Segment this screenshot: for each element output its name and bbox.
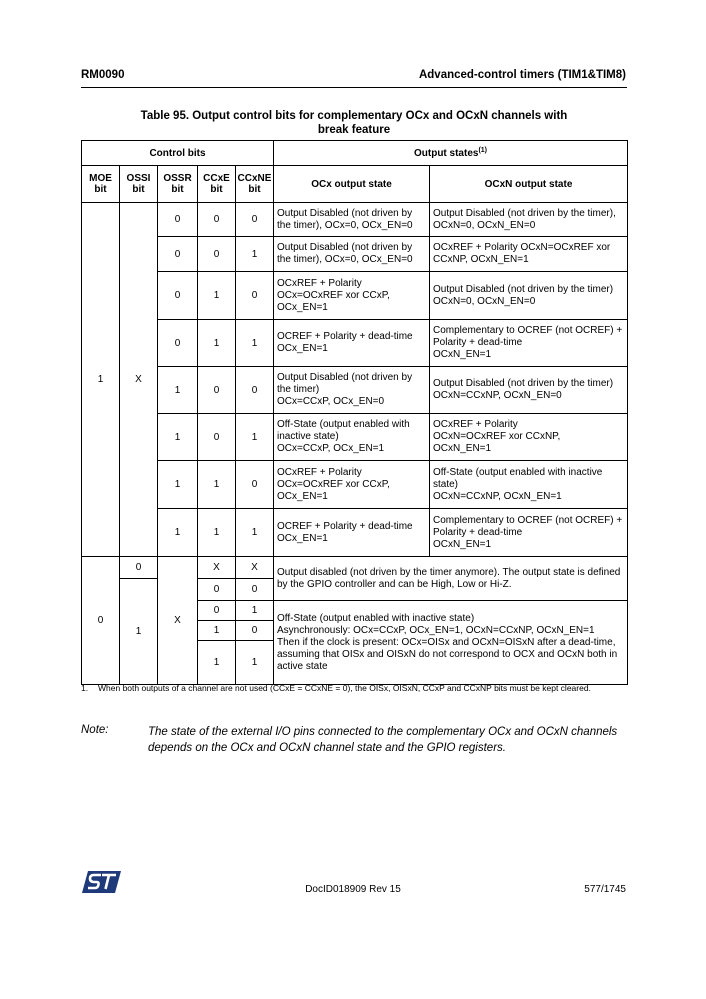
col-ocx-output-state: OCx output state [274,166,430,203]
header-output-states [274,141,628,166]
ocxn-state-cell: Output Disabled (not driven by the timer) OCxN=CCxNP, OCxN_EN=0 [430,367,628,414]
ocxn-state-cell: Complementary to OCREF (not OCREF) + Polarity + dead-time OCxN_EN=1 [430,509,628,557]
table-row [82,461,628,509]
table-row [82,320,628,367]
ossr-cell: 1 [158,367,198,414]
output-control-table [81,140,628,685]
ossr-cell: 0 [158,237,198,272]
ocxn-state-cell: Output Disabled (not driven by the timer), OCxN=0, OCxN_EN=0 [430,203,628,237]
ocxn-state-cell: Complementary to OCREF (not OCREF) + Polarity + dead-time OCxN_EN=1 [430,320,628,367]
ccxne-cell: 1 [236,601,274,621]
ccxne-cell: X [236,557,274,579]
ocx-state-cell: Output Disabled (not driven by the timer), OCx=0, OCx_EN=0 [274,237,430,272]
footnote-ref: (1) [478,147,488,154]
ccxne-cell: 0 [236,203,274,237]
table-row [82,367,628,414]
footer-doc-id: DocID018909 Rev 15 [305,884,401,895]
col-ocxn-output-state: OCxN output state [430,166,628,203]
footnote-number: 1. [81,683,89,693]
ocxn-state-cell: Output Disabled (not driven by the timer) OCxN=0, OCxN_EN=0 [430,272,628,320]
table-footnote [81,683,627,694]
ocx-state-cell: OCxREF + Polarity OCx=OCxREF xor CCxP, OCx_EN=1 [274,272,430,320]
ccxne-cell: 1 [236,509,274,557]
ccxe-cell: 1 [198,320,236,367]
caption-line-1: Table 95. Output control bits for complementary OCx and OCxN channels with [140,110,568,122]
ccxe-cell: 0 [198,579,236,601]
col-moe-bit: MOE bit [82,166,120,203]
ccxe-cell: 1 [198,461,236,509]
ocxn-state-cell: OCxREF + Polarity OCxN=OCxREF xor CCxNP, OCxN_EN=1 [430,414,628,461]
ccxe-cell: 1 [198,509,236,557]
ccxne-cell: 1 [236,414,274,461]
ccxne-cell: 1 [236,320,274,367]
ocx-state-cell: Off-State (output enabled with inactive state) OCx=CCxP, OCx_EN=1 [274,414,430,461]
header-doc-code: RM0090 [81,69,125,81]
ccxe-cell: 0 [198,237,236,272]
ossr-cell: 1 [158,414,198,461]
table-row [82,203,628,237]
ossr-value-x: X [158,557,198,685]
moe-value-1: 1 [82,203,120,557]
footer-page-number: 577/1745 [584,884,626,895]
header-control-bits: Control bits [82,141,274,166]
ocxn-state-cell: OCxREF + Polarity OCxN=OCxREF xor CCxNP, OCxN_EN=1 [430,237,628,272]
moe-value-0: 0 [82,557,120,685]
moe0-disabled-state: Output disabled (not driven by the timer anymore). The output state is defined by the GPIO controller and can be High, Low or Hi-Z. [274,557,628,601]
ocx-state-cell: Output Disabled (not driven by the timer), OCx=0, OCx_EN=0 [274,203,430,237]
ccxe-cell: 1 [198,621,236,641]
table-row [82,414,628,461]
ccxe-cell: 1 [198,272,236,320]
table-row [82,237,628,272]
ccxe-cell: 1 [198,641,236,685]
ocx-state-cell: OCxREF + Polarity OCx=OCxREF xor CCxP, OCx_EN=1 [274,461,430,509]
ossr-cell: 1 [158,509,198,557]
caption-line-2: break feature [317,124,391,136]
header-rule [81,87,627,88]
ossr-cell: 0 [158,203,198,237]
note-label: Note: [81,724,109,736]
ccxne-cell: 0 [236,367,274,414]
ocx-state-cell: Output Disabled (not driven by the timer) OCx=CCxP, OCx_EN=0 [274,367,430,414]
output-states-label: Output states [414,148,479,159]
moe0-off-state: Off-State (output enabled with inactive state) Asynchronously: OCx=CCxP, OCx_EN=1, OCxN=CCxNP, OCxN_EN=1 Then if the clock is present: OCx=OISx and OCxN=OISxN after a dead-time, assuming that OISx and OISxN do not correspond to OCX and OCxN both in active state [274,601,628,685]
footnote-text: When both outputs of a channel are not used (CCxE = CCxNE = 0), the OISx, OISxN, CCxP and CCxNP bits must be kept cleared. [98,683,591,693]
ccxe-cell: X [198,557,236,579]
ccxe-cell: 0 [198,601,236,621]
ossr-cell: 0 [158,320,198,367]
table-row [82,272,628,320]
ossi-value-1: 1 [120,579,158,685]
note-text: The state of the external I/O pins connected to the complementary OCx and OCxN channels depends on the OCx and OCxN channel state and the GPIO registers. [148,726,618,754]
ccxne-cell: 0 [236,461,274,509]
ccxe-cell: 0 [198,414,236,461]
ossi-value-x: X [120,203,158,557]
ccxne-cell: 1 [236,641,274,685]
ocx-state-cell: OCREF + Polarity + dead-time OCx_EN=1 [274,320,430,367]
col-ossi-bit: OSSI bit [120,166,158,203]
ossi-value-0: 0 [120,557,158,579]
col-ccxne-bit: CCxNE bit [236,166,274,203]
ocxn-state-cell: Off-State (output enabled with inactive state) OCxN=CCxNP, OCxN_EN=1 [430,461,628,509]
ccxe-cell: 0 [198,203,236,237]
col-ossr-bit: OSSR bit [158,166,198,203]
ossr-cell: 1 [158,461,198,509]
ocx-state-cell: OCREF + Polarity + dead-time OCx_EN=1 [274,509,430,557]
table-row [82,557,628,579]
ccxne-cell: 0 [236,621,274,641]
ccxe-cell: 0 [198,367,236,414]
col-ccxe-bit: CCxE bit [198,166,236,203]
table-caption [81,109,627,137]
ccxne-cell: 0 [236,579,274,601]
header-section-title: Advanced-control timers (TIM1&TIM8) [418,69,626,81]
ossr-cell: 0 [158,272,198,320]
ccxne-cell: 1 [236,237,274,272]
ccxne-cell: 0 [236,272,274,320]
table-row [82,509,628,557]
